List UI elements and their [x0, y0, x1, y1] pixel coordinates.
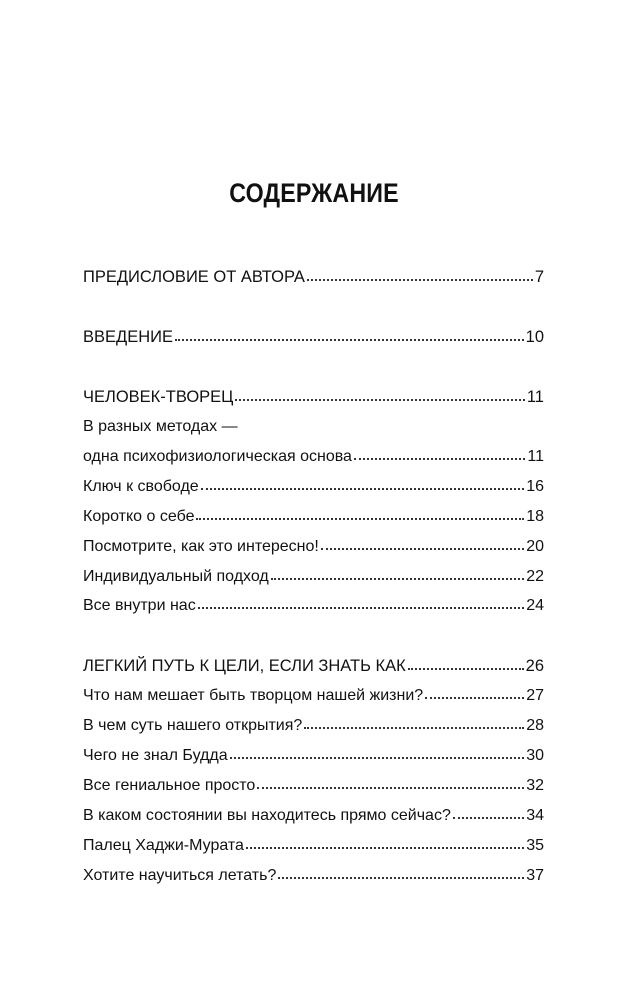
toc-entry-page: 35 [526, 837, 544, 854]
toc-entry-label: В разных методах — [83, 418, 238, 435]
toc-entry-label: Все внутри нас [83, 597, 196, 614]
toc-entry-label: Хотите научиться летать? [83, 867, 277, 884]
dot-leader [453, 806, 524, 820]
toc-entry-label: Индивидуальный подход [83, 568, 269, 585]
dot-leader [425, 686, 524, 700]
toc-entry-label: ЧЕЛОВЕК-ТВОРЕЦ [83, 388, 234, 406]
dot-leader [235, 388, 524, 402]
toc-entry-label: ЛЕГКИЙ ПУТЬ К ЦЕЛИ, ЕСЛИ ЗНАТЬ КАК [83, 657, 406, 675]
dot-leader [408, 657, 524, 671]
toc-entry-label: Чего не знал Будда [83, 747, 228, 764]
page-title: СОДЕРЖАНИЕ [229, 178, 399, 208]
toc-entry-page: 26 [525, 657, 544, 675]
toc-entry [83, 656, 544, 676]
toc-entry [83, 477, 544, 497]
dot-leader [278, 866, 524, 880]
toc-entry [83, 267, 544, 287]
toc-entry-page: 18 [526, 508, 544, 525]
dot-leader [307, 268, 533, 282]
dot-leader [321, 537, 524, 551]
toc-entry-label: ПРЕДИСЛОВИЕ ОТ АВТОРА [83, 268, 305, 286]
dot-leader [201, 477, 525, 491]
toc-entry-page: 37 [526, 867, 544, 884]
toc-entry-label: Палец Хаджи-Мурата [83, 837, 244, 854]
dot-leader [196, 507, 524, 521]
toc-entry [83, 537, 544, 557]
toc-entry [83, 447, 544, 467]
dot-leader [246, 836, 524, 850]
toc-entry [83, 567, 544, 587]
toc-entry-label: Ключ к свободе [83, 478, 199, 495]
toc-entry-label: Все гениальное просто [83, 777, 256, 794]
toc-entry-label: Коротко о себе [83, 508, 195, 525]
dot-leader [257, 776, 524, 790]
toc-entry-page: 11 [526, 388, 544, 406]
toc-entry-page: 30 [526, 747, 544, 764]
toc-entry-page: 20 [526, 538, 544, 555]
toc-entry [83, 596, 544, 616]
dot-leader [304, 716, 524, 730]
toc-entry-page: 11 [527, 448, 544, 465]
toc-entry-page: 34 [526, 807, 544, 824]
toc-entry-label: ВВЕДЕНИЕ [83, 328, 173, 346]
toc-entry-page: 32 [526, 777, 544, 794]
toc-entry [83, 387, 544, 407]
toc-entry-label: В чем суть нашего открытия? [83, 717, 303, 734]
toc-entry [83, 746, 544, 766]
toc-entry [83, 806, 544, 826]
toc-entry [83, 507, 544, 527]
toc-entry-label: В каком состоянии вы находитесь прямо сейчас? [83, 807, 451, 824]
dot-leader [271, 567, 524, 581]
toc-entry [83, 327, 544, 347]
toc-entry-page: 16 [526, 478, 544, 495]
toc-entry-page: 28 [526, 717, 544, 734]
toc-entry-label: одна психофизиологическая основа [83, 448, 352, 465]
dot-leader [198, 596, 525, 610]
dot-leader [175, 328, 524, 342]
toc-entry [83, 686, 544, 706]
dot-leader [354, 447, 525, 461]
toc-entry-page: 7 [534, 268, 544, 286]
toc-entry-label: Посмотрите, как это интересно! [83, 538, 319, 555]
toc-entry-page: 10 [525, 328, 544, 346]
toc-entry [83, 866, 544, 886]
toc-entry [83, 417, 544, 437]
toc-entry-page: 22 [526, 568, 544, 585]
toc-entry-label: Что нам мешает быть творцом нашей жизни? [83, 687, 424, 704]
toc-entry [83, 716, 544, 736]
toc-entry-page: 27 [526, 687, 544, 704]
dot-leader [230, 746, 525, 760]
toc-entry [83, 836, 544, 856]
toc-entry [83, 776, 544, 796]
toc-entry-page: 24 [526, 597, 544, 614]
